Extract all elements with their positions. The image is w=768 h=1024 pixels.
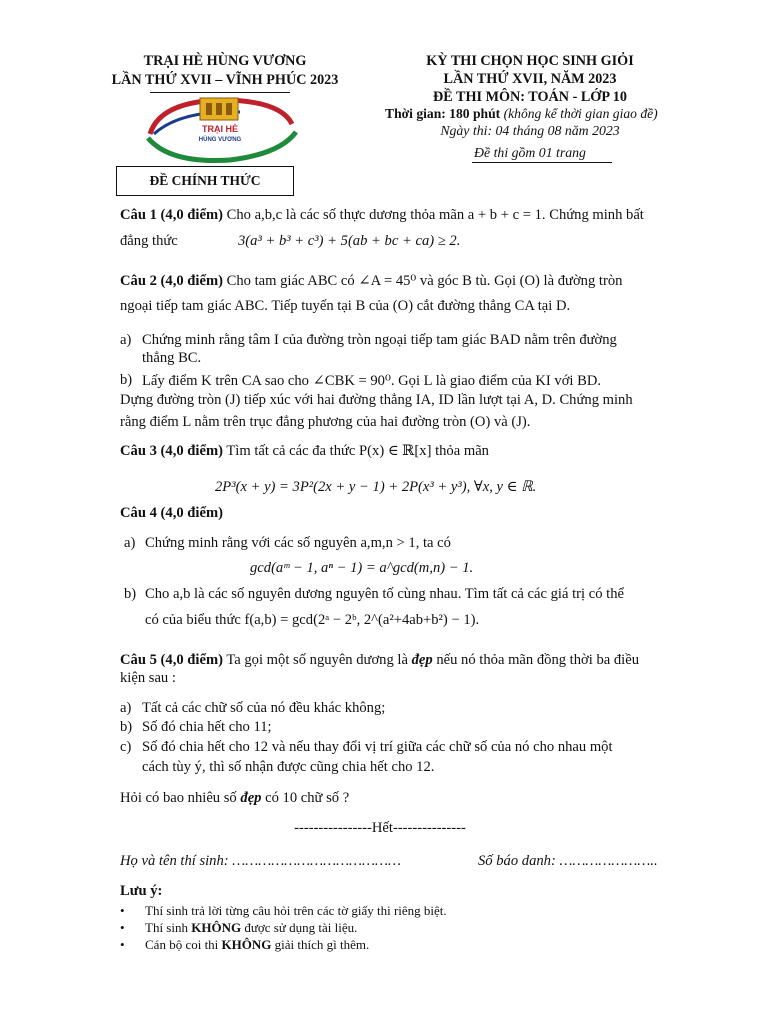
q1-line1 (120, 207, 644, 224)
q5-question-post: có 10 chữ số ? (261, 790, 350, 806)
q5-item-a-text: Tất cả các chữ số của nó đều khác không; (142, 700, 386, 716)
note-3-bold: KHÔNG (221, 937, 272, 952)
q2-text-a: Cho tam giác ABC có ∠A = 45⁰ và góc B tù. Gọi (O) là đường tròn (222, 273, 623, 289)
q5-text-b: kiện sau : (120, 670, 176, 686)
note-1-text: Thí sinh trả lời từng câu hỏi trên các tờ giấy thi riêng biệt. (145, 903, 447, 918)
q5-line1 (120, 652, 639, 669)
q5-item-b-text: Số đó chia hết cho 11; (142, 719, 272, 735)
q3-label: Câu 3 (4,0 điểm) (120, 443, 223, 459)
q1-formula: 3(a³ + b³ + c³) + 5(ab + bc + ca) ≥ 2. (238, 233, 461, 249)
q4-part-b-2: có của biểu thức f(a,b) = gcd(2ᵃ − 2ᵇ, 2^(a²+4ab+b²) − 1). (145, 612, 480, 628)
q5-label: Câu 5 (4,0 điểm) (120, 652, 223, 668)
note-1: • Thí sinh trả lời từng câu hỏi trên các tờ giấy thi riêng biệt. (120, 903, 447, 918)
organizer-name: TRẠI HÈ HÙNG VƯƠNG (143, 53, 307, 69)
q2-line1 (120, 272, 622, 290)
q4-part-b-label: b) (124, 586, 137, 602)
q5-item-c-label: c) (120, 739, 132, 755)
q5-text-a-pre: Ta gọi một số nguyên dương là (222, 652, 412, 668)
exam-time (385, 106, 685, 122)
q5-item-a-label: a) (120, 700, 132, 716)
q4-part-a-formula: gcd(aᵐ − 1, aⁿ − 1) = a^gcd(m,n) − 1. (250, 560, 474, 576)
note-2-bold: KHÔNG (191, 920, 242, 935)
q1-text-b: đẳng thức (120, 233, 178, 249)
candidate-number: Số báo danh: ………………….. (478, 853, 658, 869)
q5-question-bold: đẹp (240, 790, 262, 806)
official-label: ĐỀ CHÍNH THỨC (149, 173, 261, 188)
q2-part-b-3: rằng điểm L nằm trên trục đẳng phương của hai đường tròn (O) và (J). (120, 414, 531, 430)
candidate-name: Họ và tên thí sinh: ………………………………… (120, 853, 401, 869)
q4-part-b-1: Cho a,b là các số nguyên dương nguyên tố cùng nhau. Tìm tất cả các giá trị có thể (145, 586, 624, 602)
logo-text-2: HÙNG VƯƠNG (198, 137, 242, 143)
q5-item-c-text-2: cách tùy ý, thì số nhận được cũng chia hết cho 12. (142, 759, 435, 775)
q4-line1 (120, 505, 223, 522)
q3-line1 (120, 442, 489, 460)
q1-text-a: Cho a,b,c là các số thực dương thỏa mãn a + b + c = 1. Chứng minh bất (222, 207, 644, 223)
q3-formula: 2P³(x + y) = 3P²(2x + y − 1) + 2P(x³ + y³), ∀x, y ∈ ℝ. (215, 479, 537, 495)
q2-part-a-label: a) (120, 332, 132, 348)
exam-pages: Đề thi gồm 01 trang (474, 145, 586, 160)
end-mark: ----------------Hết--------------- (294, 820, 466, 836)
official-box (116, 166, 294, 196)
camp-logo (140, 94, 300, 164)
note-3-pre: Cán bộ coi thi (145, 937, 222, 952)
q2-text-b: ngoại tiếp tam giác ABC. Tiếp tuyến tại B của (O) cắt đường thẳng CA tại D. (120, 298, 571, 314)
q3-text: Tìm tất cả các đa thức P(x) ∈ ℝ[x] thỏa mãn (222, 443, 489, 459)
q1-label: Câu 1 (4,0 điểm) (120, 207, 223, 223)
q2-part-b-2: Dựng đường tròn (J) tiếp xúc với hai đường thẳng IA, ID lần lượt tại A, D. Chứng minh (120, 392, 633, 408)
exam-edition: LẦN THỨ XVII, NĂM 2023 (443, 71, 617, 87)
note-2: • Thí sinh KHÔNG được sử dụng tài liệu. (120, 920, 358, 935)
exam-name: KỲ THI CHỌN HỌC SINH GIỎI (426, 53, 634, 69)
note-3-post: giải thích gì thêm. (271, 937, 370, 952)
header-right-underline (472, 162, 612, 163)
q4-label: Câu 4 (4,0 điểm) (120, 505, 223, 521)
note-2-pre: Thí sinh (145, 920, 192, 935)
q5-question-pre: Hỏi có bao nhiêu số (120, 790, 241, 806)
note-2-post: được sử dụng tài liệu. (241, 920, 358, 935)
q5-item-c-text: Số đó chia hết cho 12 và nếu thay đổi vị trí giữa các chữ số của nó cho nhau một (142, 739, 613, 755)
q5-item-b-label: b) (120, 719, 133, 735)
exam-time-note: (không kể thời gian giao đề) (503, 106, 658, 121)
q2-part-a-2: thẳng BC. (142, 350, 202, 366)
q5-text-a-bold: đẹp (411, 652, 433, 668)
q4-part-a-1: Chứng minh rằng với các số nguyên a,m,n > 1, ta có (145, 535, 451, 551)
note-3: • Cán bộ coi thi KHÔNG giải thích gì thêm. (120, 937, 370, 952)
q2-part-b-label: b) (120, 372, 133, 388)
q2-label: Câu 2 (4,0 điểm) (120, 273, 223, 289)
q5-text-a-post: nếu nó thỏa mãn đồng thời ba điều (432, 652, 640, 668)
header-left-underline (150, 92, 290, 93)
exam-subject: ĐỀ THI MÔN: TOÁN - LỚP 10 (433, 89, 627, 105)
notes-title: Lưu ý: (120, 883, 163, 899)
q2-part-b-1: Lấy điểm K trên CA sao cho ∠CBK = 90⁰. Gọi L là giao điểm của KI với BD. (142, 373, 602, 389)
organizer-edition: LẦN THỨ XVII – VĨNH PHÚC 2023 (111, 72, 339, 88)
q5-question (120, 790, 349, 807)
notes-list (120, 902, 447, 953)
exam-date: Ngày thi: 04 tháng 08 năm 2023 (440, 123, 620, 138)
logo-text-1: TRẠI HÈ (202, 124, 238, 134)
q4-part-a-label: a) (124, 535, 136, 551)
exam-time-label: Thời gian: 180 phút (385, 106, 501, 121)
q2-part-a-1: Chứng minh rằng tâm I của đường tròn ngoại tiếp tam giác BAD nằm trên đường (142, 332, 617, 348)
